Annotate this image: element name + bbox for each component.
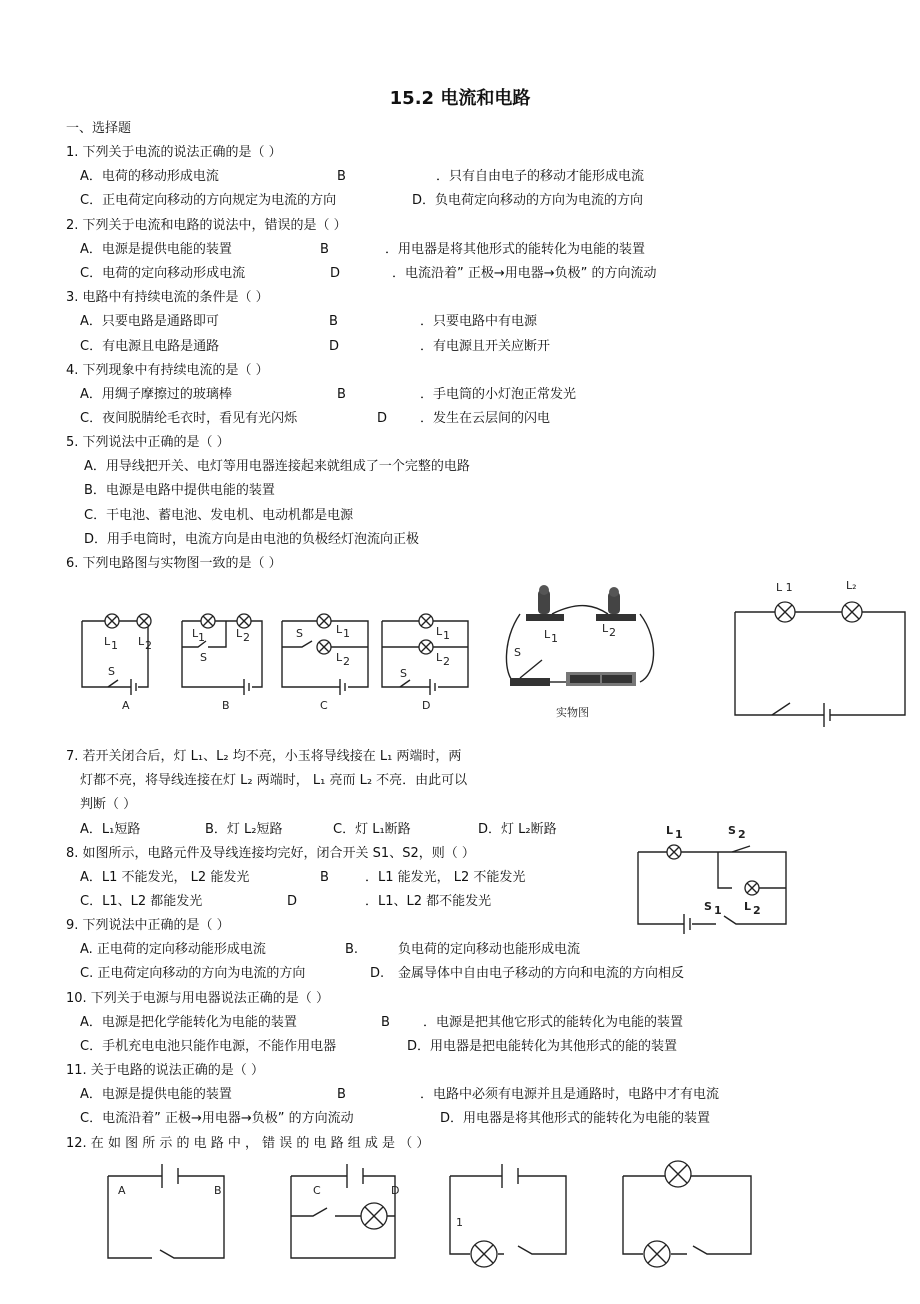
text-line: B <box>337 387 346 402</box>
svg-text:L₂: L₂ <box>846 579 857 592</box>
text-line: 5. 下列说法中正确的是（ ） <box>66 435 230 450</box>
fig12-circuit-4 <box>615 1158 765 1268</box>
svg-text:2: 2 <box>753 904 761 917</box>
section-heading: 一、选择题 <box>66 121 132 136</box>
text-line: ．L1、L2 都不能发光 <box>365 894 492 909</box>
svg-text:1: 1 <box>443 629 450 642</box>
svg-text:L: L <box>436 651 443 664</box>
text-line: D <box>377 411 388 426</box>
fig6-circuit-b <box>178 603 278 713</box>
svg-text:B: B <box>222 699 230 712</box>
svg-text:S: S <box>728 824 736 837</box>
text-line: 3. 电路中有持续电流的条件是（ ） <box>66 290 269 305</box>
text-line: B <box>337 169 346 184</box>
text-line: A．电源是提供电能的装置 <box>80 1087 232 1102</box>
text-line: D．用电器是将其他形式的能转化为电能的装置 <box>440 1111 711 1126</box>
text-line: B <box>329 314 338 329</box>
text-line: B <box>337 1087 346 1102</box>
text-line: A．只要电路是通路即可 <box>80 314 219 329</box>
text-line: D．用手电筒时，电流方向是由电池的负极经灯泡流向正极 <box>84 532 420 547</box>
fig12-circuit-3 <box>440 1158 580 1268</box>
svg-text:S: S <box>108 665 115 678</box>
text-line: D. <box>370 966 385 981</box>
text-line: ．发生在云层间的闪电 <box>420 411 551 426</box>
fig6-circuit-a <box>78 603 178 713</box>
fig6-circuit-c <box>278 603 378 713</box>
svg-text:1: 1 <box>551 632 558 645</box>
text-line: ．手电筒的小灯泡正常发光 <box>420 387 577 402</box>
svg-text:S: S <box>704 900 712 913</box>
svg-text:2: 2 <box>343 655 350 668</box>
svg-text:2: 2 <box>443 655 450 668</box>
text-line: C．手机充电电池只能作电源，不能作用电器 <box>80 1039 337 1054</box>
svg-text:D: D <box>422 699 431 712</box>
text-line: 灯都不亮，将导线连接在灯 L₂ 两端时， L₁ 亮而 L₂ 不亮．由此可以 <box>80 773 468 788</box>
svg-text:1: 1 <box>456 1216 463 1229</box>
svg-text:2: 2 <box>243 631 250 644</box>
text-line: 7. 若开关闭合后，灯 L₁、L₂ 均不亮，小玉将导线接在 L₁ 两端时，两 <box>66 749 462 764</box>
svg-text:L: L <box>192 627 199 640</box>
fig12-circuit-1 <box>100 1158 235 1268</box>
fig6-reference-circuit <box>730 575 910 725</box>
text-line: ．有电源且开关应断开 <box>420 339 551 354</box>
text-line: C. 正电荷定向移动的方向为电流的方向 <box>80 966 306 981</box>
svg-text:L: L <box>236 627 243 640</box>
svg-text:实物图: 实物图 <box>556 706 589 719</box>
svg-text:L: L <box>666 824 674 837</box>
text-line: ．只有自由电子的移动才能形成电流 <box>436 169 645 184</box>
text-line: A．L1 不能发光， L2 能发光 <box>80 870 250 885</box>
text-line: 10. 下列关于电源与用电器说法正确的是（ ） <box>66 991 329 1006</box>
text-line: 2. 下列关于电流和电路的说法中，错误的是（ ） <box>66 218 347 233</box>
text-line: A．用绸子摩擦过的玻璃棒 <box>80 387 232 402</box>
text-line: B. <box>345 942 359 957</box>
text-line: A．用导线把开关、电灯等用电器连接起来就组成了一个完整的电路 <box>84 459 470 474</box>
svg-text:1: 1 <box>198 631 205 644</box>
text-line: ．电路中必须有电源并且是通路时，电路中才有电流 <box>420 1087 720 1102</box>
svg-text:L: L <box>544 628 551 641</box>
text-line: A. 正电荷的定向移动能形成电流 <box>80 942 266 957</box>
svg-text:1: 1 <box>343 627 350 640</box>
text-line: ．电流沿着” 正极→用电器→负极” 的方向流动 <box>392 266 657 281</box>
text-line: A．电荷的移动形成电流 <box>80 169 219 184</box>
text-line: B．电源是电路中提供电能的装置 <box>84 483 275 498</box>
svg-text:1: 1 <box>714 904 722 917</box>
text-line: D．负电荷定向移动的方向为电流的方向 <box>412 193 644 208</box>
svg-text:S: S <box>514 646 521 659</box>
svg-text:A: A <box>122 699 130 712</box>
svg-text:S: S <box>200 651 207 664</box>
svg-text:2: 2 <box>609 626 616 639</box>
text-line: 9. 下列说法中正确的是（ ） <box>66 918 230 933</box>
text-line: D．用电器是把电能转化为其他形式的能的装置 <box>407 1039 678 1054</box>
text-line: D <box>329 339 340 354</box>
text-line: C．L1、L2 都能发光 <box>80 894 203 909</box>
svg-text:L: L <box>602 622 609 635</box>
text-line: C．有电源且电路是通路 <box>80 339 220 354</box>
svg-text:L: L <box>138 635 145 648</box>
fig6-circuit-d <box>378 603 478 713</box>
svg-text:2: 2 <box>738 828 746 841</box>
text-line: B <box>320 870 329 885</box>
svg-text:L: L <box>336 623 343 636</box>
svg-text:A: A <box>118 1184 126 1197</box>
text-line: 判断（ ） <box>80 797 137 812</box>
text-line: A．电源是提供电能的装置 <box>80 242 232 257</box>
svg-text:L: L <box>744 900 752 913</box>
text-line: D <box>287 894 298 909</box>
text-line: B <box>320 242 329 257</box>
text-line: C．干电池、蓄电池、发电机、电动机都是电源 <box>84 508 354 523</box>
text-line: C．夜间脱腈纶毛衣时，看见有光闪烁 <box>80 411 298 426</box>
svg-text:D: D <box>391 1184 400 1197</box>
svg-text:L: L <box>436 625 443 638</box>
text-line: 6. 下列电路图与实物图一致的是（ ） <box>66 556 282 571</box>
text-line: D．灯 L₂断路 <box>478 822 557 837</box>
svg-text:L: L <box>336 651 343 664</box>
text-line: 4. 下列现象中有持续电流的是（ ） <box>66 363 269 378</box>
page-title: 15.2 电流和电路 <box>389 88 531 109</box>
text-line: D <box>330 266 341 281</box>
text-line: ．L1 能发光， L2 不能发光 <box>365 870 526 885</box>
text-line: A．电源是把化学能转化为电能的装置 <box>80 1015 297 1030</box>
fig12-circuit-2 <box>285 1158 415 1268</box>
text-line: ．只要电路中有电源 <box>420 314 538 329</box>
svg-text:C: C <box>320 699 328 712</box>
text-line: 1. 下列关于电流的说法正确的是（ ） <box>66 145 282 160</box>
text-line: 金属导体中自由电子移动的方向和电流的方向相反 <box>398 966 685 981</box>
svg-text:B: B <box>214 1184 222 1197</box>
svg-text:C: C <box>313 1184 321 1197</box>
svg-text:S: S <box>296 627 303 640</box>
text-line: B．灯 L₂短路 <box>205 822 283 837</box>
svg-text:2: 2 <box>145 639 152 652</box>
text-line: 8. 如图所示，电路元件及导线连接均完好，闭合开关 S1、S2，则（ ） <box>66 846 475 861</box>
fig8-circuit <box>632 818 792 930</box>
svg-text:1: 1 <box>111 639 118 652</box>
text-line: C．正电荷定向移动的方向规定为电流的方向 <box>80 193 337 208</box>
svg-text:1: 1 <box>675 828 683 841</box>
text-line: C．灯 L₁断路 <box>333 822 411 837</box>
text-line: ．电源是把其他它形式的能转化为电能的装置 <box>423 1015 684 1030</box>
text-line: A．L₁短路 <box>80 822 141 837</box>
text-line: B <box>381 1015 390 1030</box>
text-line: C．电流沿着” 正极→用电器→负极” 的方向流动 <box>80 1111 354 1126</box>
fig6-photo <box>500 580 660 725</box>
svg-text:L 1: L 1 <box>776 581 793 594</box>
svg-text:S: S <box>400 667 407 680</box>
text-line: 11. 关于电路的说法正确的是（ ） <box>66 1063 264 1078</box>
text-line: 负电荷的定向移动也能形成电流 <box>398 942 581 957</box>
text-line: 12. 在 如 图 所 示 的 电 路 中 ， 错 误 的 电 路 组 成 是 （ ） <box>66 1136 430 1151</box>
svg-text:L: L <box>104 635 111 648</box>
text-line: C．电荷的定向移动形成电流 <box>80 266 246 281</box>
text-line: ．用电器是将其他形式的能转化为电能的装置 <box>385 242 646 257</box>
